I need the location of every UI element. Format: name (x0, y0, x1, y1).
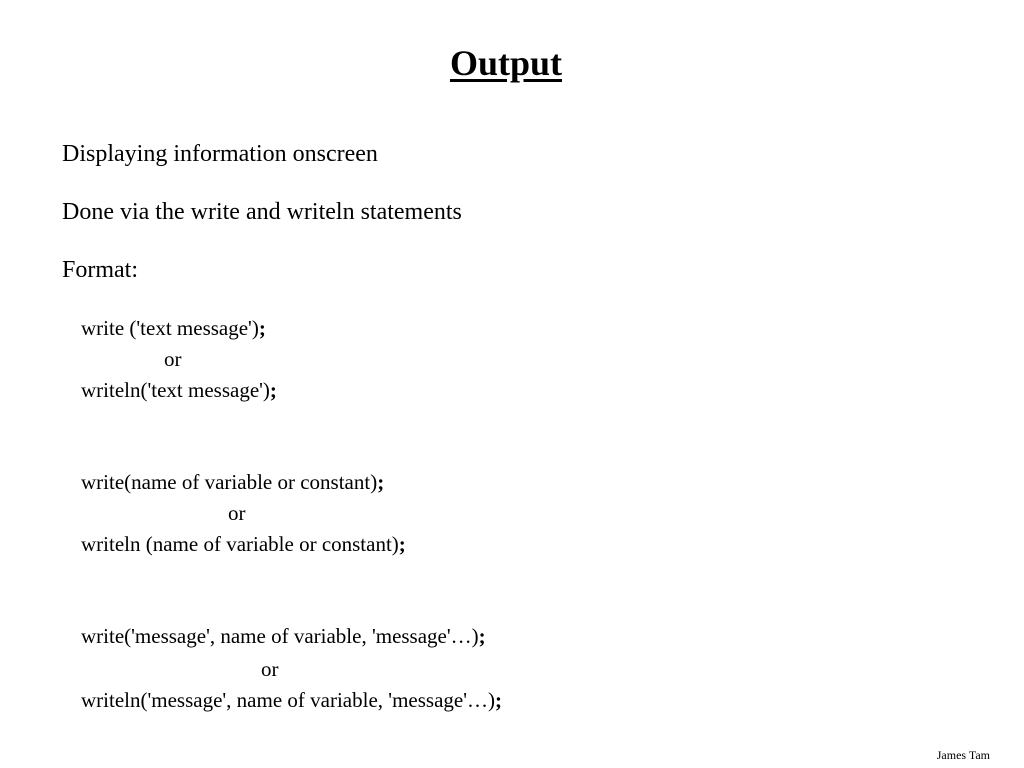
code-text: writeln('message', name of variable, 'message'…) (81, 688, 495, 712)
code-or-separator: or (261, 657, 279, 681)
code-write-mixed (81, 624, 486, 649)
code-write-variable (81, 470, 384, 495)
bullet-format: Format: (62, 257, 138, 283)
semicolon: ; (494, 688, 502, 712)
code-text: write ('text message') (81, 316, 259, 340)
bullet-displaying-information: Displaying information onscreen (62, 141, 378, 167)
bullet-write-statements: Done via the write and writeln statements (62, 199, 462, 225)
code-or-separator: or (164, 347, 182, 371)
code-writeln-text-message (81, 378, 277, 403)
code-text: write('message', name of variable, 'message'…) (81, 624, 479, 648)
semicolon: ; (478, 624, 486, 648)
semicolon: ; (269, 378, 277, 402)
semicolon: ; (377, 470, 385, 494)
semicolon: ; (398, 532, 406, 556)
footer-author: James Tam (936, 747, 990, 762)
code-write-text-message (81, 316, 266, 341)
code-text: write(name of variable or constant) (81, 470, 378, 494)
semicolon: ; (258, 316, 266, 340)
slide-title: Output (449, 43, 563, 83)
code-or-separator: or (228, 501, 246, 525)
code-text: writeln (name of variable or constant) (81, 532, 399, 556)
code-text: writeln('text message') (81, 378, 270, 402)
code-writeln-mixed (81, 688, 502, 713)
code-writeln-variable (81, 532, 406, 557)
